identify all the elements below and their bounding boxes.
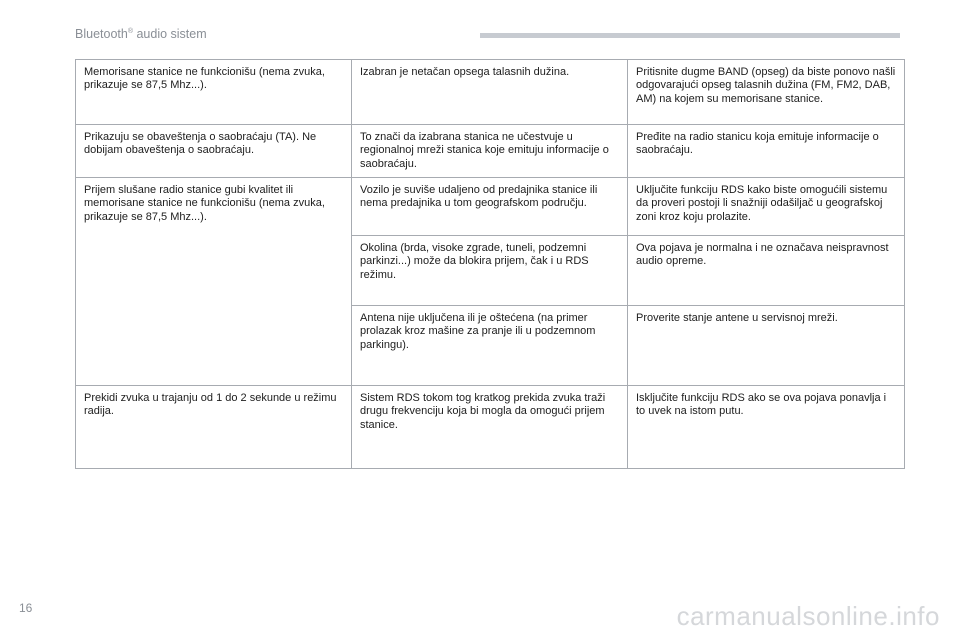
page-number: 16 [19, 601, 33, 615]
table-row [76, 60, 905, 125]
cause-cell: Izabran je netačan opsega talasnih dužina. [352, 60, 628, 125]
troubleshooting-table [75, 59, 905, 469]
solution-cell: Pređite na radio stanicu koja emituje informacije o saobraćaju. [628, 125, 905, 178]
cause-cell: Antena nije uključena ili je oštećena (na primer prolazak kroz mašine za pranje ili u podzemnom parkingu). [352, 306, 628, 386]
table-row [76, 178, 905, 236]
cause-cell: To znači da izabrana stanica ne učestvuje u regionalnoj mreži stanica koje emituju informacije o saobraćaju. [352, 125, 628, 178]
solution-cell: Uključite funkciju RDS kako biste omogućili sistemu da proveri postoji li snažniji odašiljač u geografskoj zoni kroz koju prolazite. [628, 178, 905, 236]
cause-cell: Vozilo je suviše udaljeno od predajnika stanice ili nema predajnika u tom geografskom području. [352, 178, 628, 236]
table-row [76, 125, 905, 178]
table-row [76, 386, 905, 469]
solution-cell: Pritisnite dugme BAND (opseg) da biste ponovo našli odgovarajući opseg talasnih dužina (FM, FM2, DAB, AM) na kojem su memorisane stanice. [628, 60, 905, 125]
solution-cell: Ova pojava je normalna i ne označava neispravnost audio opreme. [628, 236, 905, 306]
solution-cell: Isključite funkciju RDS ako se ova pojava ponavlja i to uvek na istom putu. [628, 386, 905, 469]
header-rule [480, 33, 900, 38]
problem-cell: Prekidi zvuka u trajanju od 1 do 2 sekunde u režimu radija. [76, 386, 352, 469]
problem-cell: Memorisane stanice ne funkcionišu (nema zvuka, prikazuje se 87,5 Mhz...). [76, 60, 352, 125]
problem-cell: Prijem slušane radio stanice gubi kvalitet ili memorisane stanice ne funkcionišu (nema zvuka, prikazuje se 87,5 Mhz...). [76, 178, 352, 386]
problem-cell: Prikazuju se obaveštenja o saobraćaju (TA). Ne dobijam obaveštenja o saobraćaju. [76, 125, 352, 178]
watermark: carmanualsonline.info [676, 601, 940, 631]
cause-cell: Okolina (brda, visoke zgrade, tuneli, podzemni parkinzi...) može da blokira prijem, čak i u RDS režimu. [352, 236, 628, 306]
cause-cell: Sistem RDS tokom tog kratkog prekida zvuka traži drugu frekvenciju koja bi mogla da omogući prijem stanice. [352, 386, 628, 469]
registered-mark: ® [127, 27, 133, 35]
section-title-rest: audio sistem [133, 27, 207, 41]
section-title-main: Bluetooth [75, 27, 128, 41]
solution-cell: Proverite stanje antene u servisnoj mreži. [628, 306, 905, 386]
section-title [75, 27, 207, 41]
